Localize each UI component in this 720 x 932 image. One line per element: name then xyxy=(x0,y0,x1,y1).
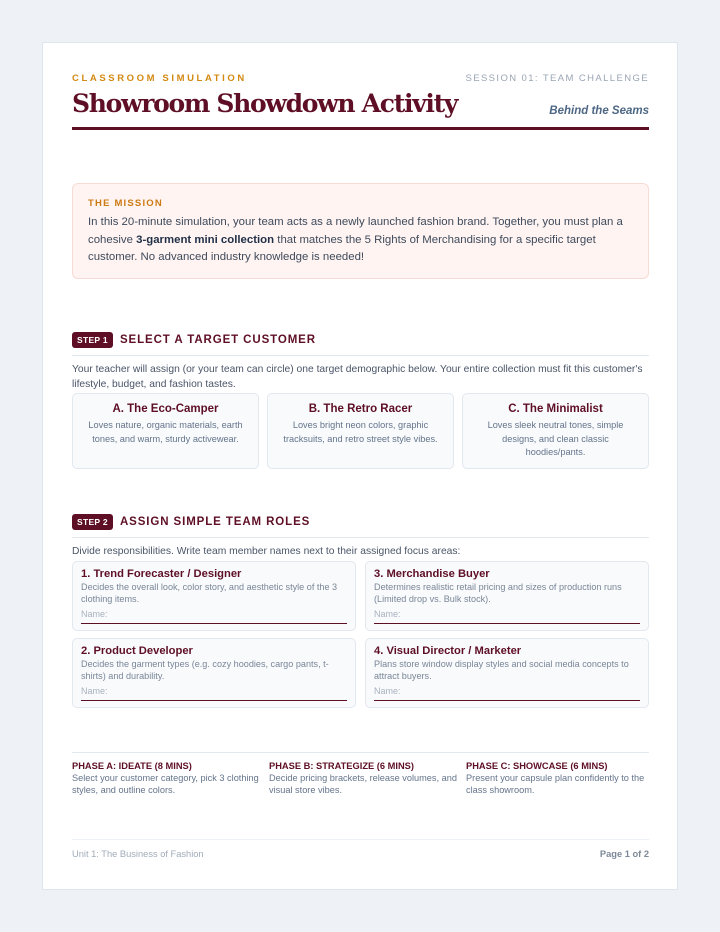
step1-description: Your teacher will assign (or your team can circle) one target demographic below. Your entire collection must fit this customer's lifestyle, budget, and fashion tastes. xyxy=(72,364,643,390)
step2-description: Divide responsibilities. Write team member names next to their assigned focus areas: xyxy=(72,546,461,557)
worksheet-page xyxy=(42,42,678,890)
phase-title: PHASE C: SHOWCASE (6 MINS) xyxy=(466,761,608,771)
session-label: SESSION 01: TEAM CHALLENGE xyxy=(465,73,649,84)
phase-desc: Select your customer category, pick 3 clothing styles, and outline colors. xyxy=(72,773,259,795)
role-card-visual-director xyxy=(365,638,649,708)
mission-label: THE MISSION xyxy=(88,198,163,209)
role-desc: Decides the garment types (e.g. cozy hoodies, cargo pants, t-shirts) and durability. xyxy=(81,659,329,681)
mission-text xyxy=(88,214,633,267)
phase-title: PHASE A: IDEATE (8 MINS) xyxy=(72,761,192,771)
role-name-field[interactable]: Name: xyxy=(374,609,640,624)
customer-desc: Loves nature, organic materials, earth tones, and warm, sturdy activewear. xyxy=(88,420,243,444)
phase-ideate xyxy=(72,761,262,796)
role-desc: Determines realistic retail pricing and sizes of production runs (Limited drop vs. Bulk stock). xyxy=(374,582,622,604)
customer-card-minimalist[interactable] xyxy=(462,393,649,469)
role-card-trend-forecaster xyxy=(72,561,356,631)
mission-text-bold: 3-garment mini collection xyxy=(136,233,275,246)
step1-section xyxy=(72,331,649,392)
role-name-field[interactable]: Name: xyxy=(374,686,640,701)
customer-card-retro-racer[interactable] xyxy=(267,393,454,469)
role-name-field[interactable]: Name: xyxy=(81,686,347,701)
phase-strategize xyxy=(269,761,459,796)
customer-options xyxy=(72,393,649,469)
role-title: 4. Visual Director / Marketer xyxy=(374,645,522,657)
role-card-product-developer xyxy=(72,638,356,708)
footer-rule xyxy=(72,839,649,840)
role-title: 2. Product Developer xyxy=(81,645,193,657)
page-subtitle: Behind the Seams xyxy=(549,105,649,117)
customer-title: B. The Retro Racer xyxy=(308,403,413,415)
customer-desc: Loves bright neon colors, graphic tracksuits, and retro street style vibes. xyxy=(283,420,438,444)
role-card-merchandise-buyer xyxy=(365,561,649,631)
role-title: 3. Merchandise Buyer xyxy=(374,568,490,580)
step1-rule xyxy=(72,355,649,356)
phase-desc: Present your capsule plan confidently to the class showroom. xyxy=(466,773,645,795)
customer-title: C. The Minimalist xyxy=(508,403,603,415)
step2-badge: STEP 2 xyxy=(72,514,113,530)
step1-header xyxy=(72,331,649,349)
step2-header xyxy=(72,513,649,531)
customer-title: A. The Eco-Camper xyxy=(112,403,219,415)
header-topline xyxy=(72,73,649,87)
step1-badge: STEP 1 xyxy=(72,332,113,348)
step1-title: SELECT A TARGET CUSTOMER xyxy=(119,334,316,346)
role-title: 1. Trend Forecaster / Designer xyxy=(81,568,242,580)
phase-desc: Decide pricing brackets, release volumes, and visual store vibes. xyxy=(269,773,457,795)
step2-rule xyxy=(72,537,649,538)
eyebrow-label: CLASSROOM SIMULATION xyxy=(72,73,247,84)
mission-box xyxy=(72,183,649,279)
mission-text-after: that matches the 5 Rights of Merchandising for a specific target customer. No advanced industry knowledge is needed! xyxy=(88,233,596,263)
phase-showcase xyxy=(466,761,656,796)
step2-title: ASSIGN SIMPLE TEAM ROLES xyxy=(119,516,311,528)
title-rule xyxy=(72,127,649,130)
role-name-field[interactable]: Name: xyxy=(81,609,347,624)
footer-unit: Unit 1: The Business of Fashion xyxy=(72,849,204,859)
customer-card-eco-camper[interactable] xyxy=(72,393,259,469)
step2-section xyxy=(72,513,649,559)
customer-desc: Loves sleek neutral tones, simple designs, and clean classic hoodies/pants. xyxy=(487,420,624,457)
role-desc: Plans store window display styles and social media concepts to attract buyers. xyxy=(374,659,629,681)
mission-text-before: In this 20-minute simulation, your team acts as a newly launched fashion brand. Together, you must plan a cohesive xyxy=(88,216,623,246)
phase-title: PHASE B: STRATEGIZE (6 MINS) xyxy=(269,761,414,771)
footer-page-number: Page 1 of 2 xyxy=(599,849,649,859)
role-desc: Decides the overall look, color story, and aesthetic style of the 3 clothing items. xyxy=(81,582,338,604)
page-title: Showroom Showdown Activity xyxy=(72,89,458,118)
phase-rule xyxy=(72,752,649,753)
